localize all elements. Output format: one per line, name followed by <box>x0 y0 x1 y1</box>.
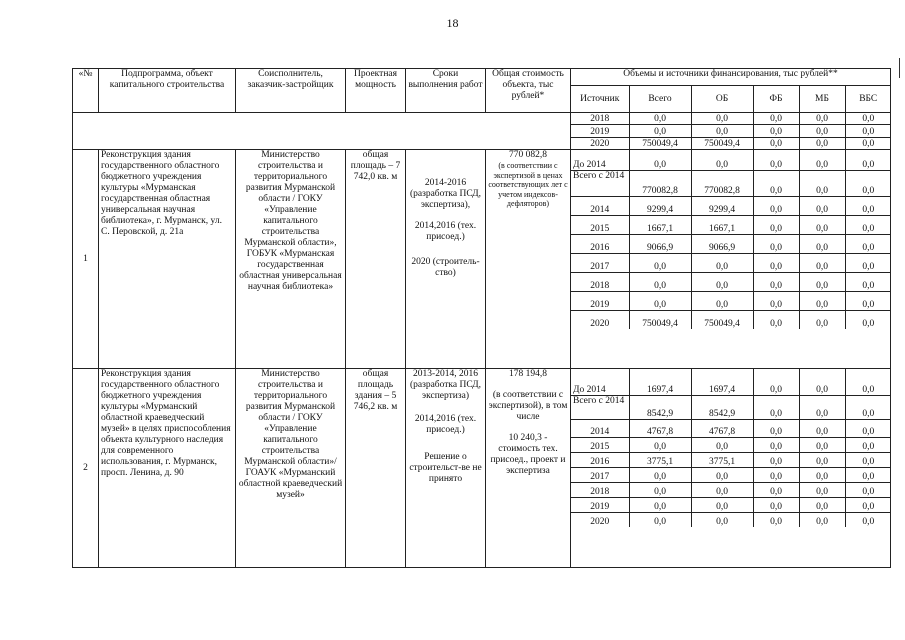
terms-design: 2014-2016 (разработка ПСД, экспертиза), <box>409 178 482 210</box>
cell-fb: 0,0 <box>753 215 799 234</box>
cell-mb: 0,0 <box>799 419 845 437</box>
cell-fb: 0,0 <box>753 512 799 527</box>
cell-vbs: 0,0 <box>845 215 891 234</box>
cell-mb: 0,0 <box>799 512 845 527</box>
cell-ob: 0,0 <box>691 467 753 482</box>
object-funding <box>571 150 891 369</box>
cell-vbs: 0,0 <box>845 272 891 291</box>
cell-ob: 4767,8 <box>691 419 753 437</box>
cell-source: 2014 <box>571 419 629 437</box>
table-row <box>571 137 891 149</box>
cell-total: 0,0 <box>629 437 691 452</box>
cell-source: 2020 <box>571 512 629 527</box>
cell-source: 2020 <box>571 310 629 329</box>
terms-design: 2013-2014, 2016 (разработка ПСД, экспертиза) <box>409 369 482 401</box>
object-row-1 <box>73 150 891 369</box>
cell-total: 0,0 <box>629 272 691 291</box>
cell-vbs: 0,0 <box>845 497 891 512</box>
header-ob: ОБ <box>691 86 753 112</box>
cell-total: 0,0 <box>629 125 691 137</box>
cell-vbs: 0,0 <box>862 139 875 149</box>
object-number: 2 <box>73 369 99 568</box>
cell-mb: 0,0 <box>799 150 845 170</box>
table-row <box>571 512 891 527</box>
cell-fb: 0,0 <box>753 437 799 452</box>
table-row <box>571 497 891 512</box>
cell-source: 2017 <box>571 253 629 272</box>
cell-mb: 0,0 <box>799 452 845 467</box>
cell-ob: 1667,1 <box>691 215 753 234</box>
cell-fb: 0,0 <box>753 369 799 395</box>
cell-fb: 0,0 <box>753 419 799 437</box>
cell-vbs: 0,0 <box>845 369 891 395</box>
cell-total: 0,0 <box>629 150 691 170</box>
table-row <box>571 113 891 125</box>
header-row <box>73 69 891 86</box>
cell-source: Всего с 2014 <box>571 170 629 196</box>
cell-fb: 0,0 <box>753 170 799 196</box>
cell-total: 0,0 <box>629 113 691 125</box>
terms-connection: 2014,2016 (тех. присоед.) <box>414 414 477 435</box>
object-executor: Министерство строительства и территориального развития Мурманской области / ГОКУ «Управление капитального строительства Мурманской области», ГОБУК «Мурманская государственная областная универсальная научная библиотека» <box>236 150 346 369</box>
cell-mb: 0,0 <box>799 170 845 196</box>
header-funding-columns <box>571 86 891 113</box>
cell-vbs: 0,0 <box>845 113 891 125</box>
header-cost: Общая стоимость объекта, тыс рублей* <box>486 69 571 113</box>
cell-source: 2016 <box>571 452 629 467</box>
table-row <box>571 150 891 170</box>
header-source: Источник <box>571 86 629 112</box>
table-row <box>571 291 891 310</box>
object-cost <box>486 150 571 369</box>
cell-source: 2019 <box>571 291 629 310</box>
cell-mb: 0,0 <box>799 215 845 234</box>
cell-ob: 0,0 <box>691 497 753 512</box>
object-capacity: общая площадь здания – 5 746,2 кв. м <box>346 369 406 568</box>
cell-vbs: 0,0 <box>845 234 891 253</box>
cell-mb: 0,0 <box>799 497 845 512</box>
header-terms: Сроки выполнения работ <box>406 69 486 113</box>
cost-note: (в соответствии с экспертизой), в том числе <box>488 390 568 422</box>
cell-fb: 0,0 <box>753 452 799 467</box>
table-row <box>571 310 891 329</box>
cell-total: 750049,4 <box>629 310 691 329</box>
table-row <box>571 253 891 272</box>
cell-source: 2018 <box>571 482 629 497</box>
cell-ob: 750049,4 <box>691 310 753 329</box>
cell-fb: 0,0 <box>753 272 799 291</box>
cell-fb: 0,0 <box>753 467 799 482</box>
cell-mb: 0,0 <box>799 234 845 253</box>
cost-value: 770 082,8 <box>509 150 547 160</box>
table-row <box>571 170 891 196</box>
object-name: Реконструкция здания государственного областного бюджетного учреждения культуры «Мурманский областной краеведческий музей» в целях приспособления объекта культурного наследия для современного использования, г. Мурманск, просп. Ленина, д. 90 <box>99 369 236 568</box>
cell-total: 9066,9 <box>629 234 691 253</box>
cell-ob: 9066,9 <box>691 234 753 253</box>
table-row <box>571 482 891 497</box>
cell-vbs: 0,0 <box>845 150 891 170</box>
cell-fb: 0,0 <box>753 113 799 125</box>
cell-source: 2018 <box>571 272 629 291</box>
object-name: Реконструкция здания государственного областного бюджетного учреждения культуры «Мурманская государственная областная универсальная научная библиотека», г. Мурманск, ул. С. Перовской, д. 21а <box>99 150 236 369</box>
cell-vbs: 0,0 <box>845 452 891 467</box>
cell-ob: 8542,9 <box>691 395 753 419</box>
cell-source: 2015 <box>571 215 629 234</box>
header-fb: ФБ <box>753 86 799 112</box>
cell-source: До 2014 <box>571 369 629 395</box>
cell-fb: 0,0 <box>753 234 799 253</box>
cell-total: 4767,8 <box>629 419 691 437</box>
cell-ob: 0,0 <box>691 512 753 527</box>
cell-vbs: 0,0 <box>845 419 891 437</box>
cell-ob: 0,0 <box>691 253 753 272</box>
page-number: 18 <box>446 16 459 30</box>
cell-vbs: 0,0 <box>845 196 891 215</box>
cell-source: 2015 <box>571 437 629 452</box>
cell-mb: 0,0 <box>799 395 845 419</box>
object-cost <box>486 369 571 568</box>
table-row <box>571 419 891 437</box>
header-mb: МБ <box>799 86 845 112</box>
cell-total: 750049,4 <box>629 137 691 149</box>
cell-source: 2019 <box>571 125 629 137</box>
cell-ob: 0,0 <box>691 272 753 291</box>
cell-ob: 0,0 <box>691 437 753 452</box>
cell-mb: 0,0 <box>799 272 845 291</box>
cell-ob: 9299,4 <box>691 196 753 215</box>
cell-total: 770082,8 <box>629 170 691 196</box>
table-row <box>571 437 891 452</box>
cell-vbs: 0,0 <box>845 170 891 196</box>
cell-source: До 2014 <box>571 150 629 170</box>
cell-vbs: 0,0 <box>845 291 891 310</box>
cost-note: (в соответствии с экспертизой в ценах соответствующих лет с учетом индексов-дефляторов) <box>488 161 568 208</box>
cell-total: 3775,1 <box>629 452 691 467</box>
cost-note-detail: 10 240,3 - стоимость тех. присоед., проект и экспертиза <box>490 433 566 476</box>
cell-total: 0,0 <box>629 497 691 512</box>
cell-fb: 0,0 <box>753 482 799 497</box>
terms-connection: 2014,2016 (тех. присоед.) <box>414 221 477 242</box>
header-capacity: Проектная мощность <box>346 69 406 113</box>
object-number: 1 <box>73 150 99 369</box>
object-terms <box>406 369 486 568</box>
cell-mb: 0,0 <box>799 113 845 125</box>
table-row <box>571 395 891 419</box>
cell-source: 2020 <box>571 137 629 149</box>
cell-source: Всего с 2014 <box>571 395 629 419</box>
cell-mb: 0,0 <box>799 437 845 452</box>
cell-total: 0,0 <box>629 291 691 310</box>
cell-fb: 0,0 <box>753 310 799 329</box>
cell-vbs: 0,0 <box>845 482 891 497</box>
cell-mb: 0,0 <box>799 310 845 329</box>
cell-ob: 750049,4 <box>691 137 753 149</box>
cell-ob: 0,0 <box>691 150 753 170</box>
cell-ob: 0,0 <box>691 113 753 125</box>
cell-total: 0,0 <box>629 482 691 497</box>
cell-total: 0,0 <box>629 467 691 482</box>
financing-table-wrapper <box>72 68 890 568</box>
cell-fb: 0,0 <box>753 137 799 149</box>
cell-total: 1667,1 <box>629 215 691 234</box>
cell-vbs: 0,0 <box>845 253 891 272</box>
header-funding: Объемы и источники финансирования, тыс рублей** <box>571 69 891 86</box>
cell-fb: 0,0 <box>753 291 799 310</box>
cell-mb: 0,0 <box>799 369 845 395</box>
cell-total: 8542,9 <box>629 395 691 419</box>
cell-total: 0,0 <box>629 512 691 527</box>
cell-ob: 0,0 <box>691 125 753 137</box>
table-row <box>571 215 891 234</box>
financing-table <box>72 68 891 568</box>
cell-fb: 0,0 <box>753 125 799 137</box>
object-row-2 <box>73 369 891 568</box>
carry-over-values <box>571 113 891 150</box>
cell-fb: 0,0 <box>753 395 799 419</box>
cell-source: 2014 <box>571 196 629 215</box>
cell-ob: 770082,8 <box>691 170 753 196</box>
header-vbs: ВБС <box>859 94 878 104</box>
cell-vbs: 0,0 <box>845 395 891 419</box>
header-total: Всего <box>629 86 691 112</box>
header-no: «№ <box>73 69 99 113</box>
cell-vbs: 0,0 <box>845 437 891 452</box>
cell-source: 2016 <box>571 234 629 253</box>
table-row <box>571 196 891 215</box>
table-row <box>571 234 891 253</box>
table-row <box>571 467 891 482</box>
terms-construction: Решение о строительст-ве не принято <box>409 452 482 484</box>
cell-ob: 3775,1 <box>691 452 753 467</box>
table-row <box>571 125 891 137</box>
cell-total: 9299,4 <box>629 196 691 215</box>
cell-fb: 0,0 <box>753 150 799 170</box>
cell-mb: 0,0 <box>799 482 845 497</box>
cell-mb: 0,0 <box>799 291 845 310</box>
object-executor: Министерство строительства и территориального развития Мурманской области / ГОКУ «Управление капитального строительства Мурманской области»/ ГОАУК «Мурманский областной краеведческий музей» <box>236 369 346 568</box>
cell-mb: 0,0 <box>799 253 845 272</box>
cell-total: 0,0 <box>629 253 691 272</box>
object-terms <box>406 150 486 369</box>
cell-vbs: 0,0 <box>845 467 891 482</box>
cell-mb: 0,0 <box>799 467 845 482</box>
cell-vbs: 0,0 <box>862 517 875 527</box>
cell-total: 1697,4 <box>629 369 691 395</box>
header-subprogram: Подпрограмма, объект капитального строительства <box>99 69 236 113</box>
carry-over-blank <box>73 113 571 150</box>
cell-fb: 0,0 <box>753 196 799 215</box>
cost-value: 178 194,8 <box>509 369 547 379</box>
cell-vbs: 0,0 <box>862 319 875 329</box>
cell-mb: 0,0 <box>799 137 845 149</box>
cell-ob: 0,0 <box>691 291 753 310</box>
cell-source: 2019 <box>571 497 629 512</box>
table-row <box>571 369 891 395</box>
header-executor: Соисполнитель, заказчик-застройщик <box>236 69 346 113</box>
page-edge-mark <box>899 58 900 78</box>
table-row <box>571 452 891 467</box>
cell-fb: 0,0 <box>753 253 799 272</box>
object-funding <box>571 369 891 568</box>
cell-mb: 0,0 <box>799 196 845 215</box>
carry-over-row <box>73 113 891 150</box>
cell-ob: 0,0 <box>691 482 753 497</box>
terms-construction: 2020 (строитель-ство) <box>411 257 480 278</box>
cell-ob: 1697,4 <box>691 369 753 395</box>
table-row <box>571 272 891 291</box>
cell-source: 2018 <box>571 113 629 125</box>
cell-fb: 0,0 <box>753 497 799 512</box>
object-capacity: общая площадь – 7 742,0 кв. м <box>346 150 406 369</box>
cell-vbs: 0,0 <box>845 125 891 137</box>
cell-mb: 0,0 <box>799 125 845 137</box>
cell-source: 2017 <box>571 467 629 482</box>
